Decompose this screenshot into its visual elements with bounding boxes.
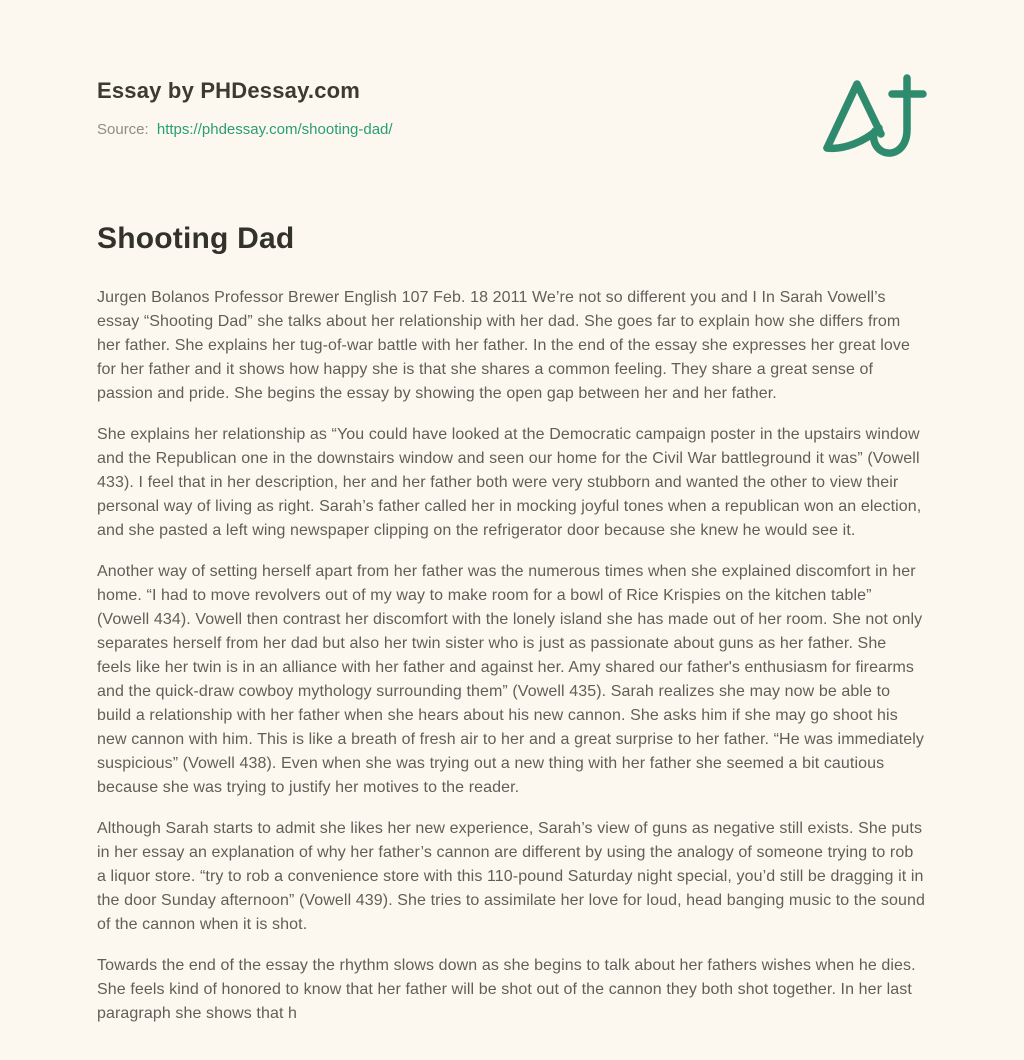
essay-paragraph: Although Sarah starts to admit she likes her new experience, Sarah’s view of guns as negative still exists. She puts in her essay an explanation of why her father’s cannon are different by using the analogy of someone trying to rob a liquor store. “try to rob a convenience store with this 110-pound Saturday night special, you’d still be dragging it in the door Sunday afternoon” (Vowell 439). She tries to assimilate her love for loud, head banging music to the sound of the cannon when it is shot. xyxy=(97,820,925,933)
source-label: Source: xyxy=(97,121,149,138)
essay-paragraph: Jurgen Bolanos Professor Brewer English 107 Feb. 18 2011 We’re not so different you and I In Sarah Vowell’s essay “Shooting Dad” she talks about her relationship with her dad. She goes far to explain how she differs from her father. She explains her tug-of-war battle with her father. In the end of the essay she expresses her great love for her father and it shows how happy she is that she shares a common feeling. They share a great sense of passion and pride. She begins the essay by showing the open gap between her and her father. xyxy=(97,289,910,402)
essay-title: Shooting Dad xyxy=(97,222,295,255)
essay-content xyxy=(97,222,925,1026)
page-header xyxy=(97,78,925,138)
essay-paragraph: She explains her relationship as “You could have looked at the Democratic campaign poster in the upstairs window and the Republican one in the downstairs window and seen our home for the Civil War battleground it was” (Vowell 433). I feel that in her description, her and her father both were very stubborn and wanted the other to view their personal way of living as right. Sarah’s father called her in mocking joyful tones when a republican won an election, and she pasted a left wing newspaper clipping on the refrigerator door because she knew he would see it. xyxy=(97,426,922,539)
essay-paragraph: Towards the end of the essay the rhythm slows down as she begins to talk about her fathers wishes when he dies. She feels kind of honored to know that her father will be shot out of the cannon they both shot together. In her last paragraph she shows that h xyxy=(97,957,916,1022)
essay-paragraph: Another way of setting herself apart from her father was the numerous times when she explained discomfort in her home. “I had to move revolvers out of my way to make room for a bowl of Rice Krispies on the kitchen table” (Vowell 434). Vowell then contrast her discomfort with the lonely island she has made out of her room. She not only separates herself from her dad but also her twin sister who is just as passionate about guns as her father. She feels like her twin is in an alliance with her father and against her. Amy shared our father's enthusiasm for firearms and the quick-draw cowboy mythology surrounding them” (Vowell 435). Sarah realizes she may now be able to build a relationship with her father when she hears about his new cannon. She asks him if she may go shoot his new cannon with him. This is like a breath of fresh air to her and a great surprise to her father. “He was immediately suspicious” (Vowell 438). Even when she was trying out a new thing with her father she seemed a bit cautious because she was trying to justify her motives to the reader. xyxy=(97,563,925,796)
site-byline: Essay by PHDessay.com xyxy=(97,78,361,103)
essay-body xyxy=(97,286,925,1026)
phdessay-logo-icon xyxy=(819,72,929,164)
source-line xyxy=(97,121,925,138)
source-link[interactable]: https://phdessay.com/shooting-dad/ xyxy=(156,121,393,138)
